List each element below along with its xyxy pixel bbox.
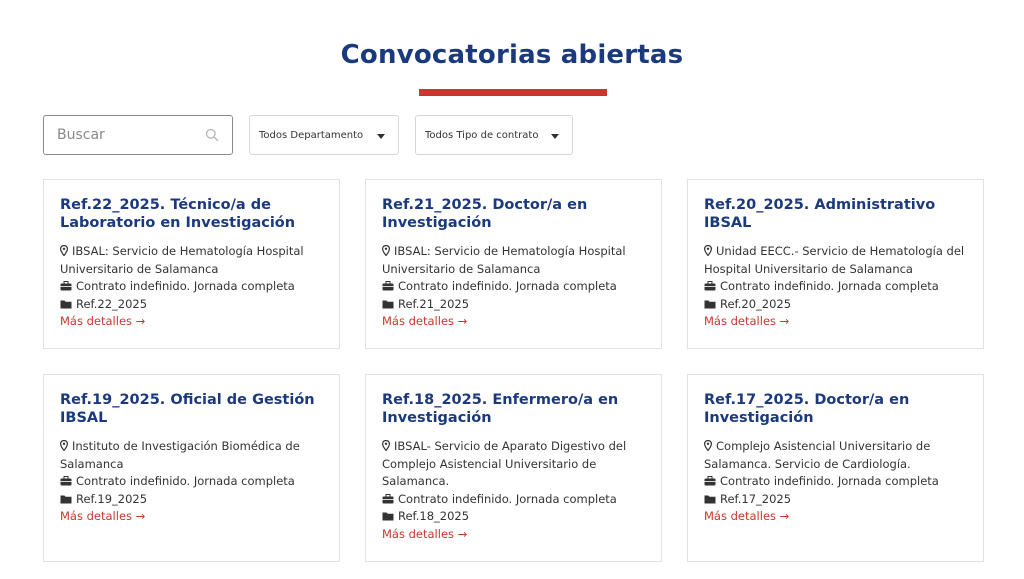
job-reference-text: Ref.19_2025	[76, 491, 148, 506]
page-title: Convocatorias abiertas	[340, 40, 684, 70]
map-marker-icon	[60, 440, 68, 451]
job-reference-text: Ref.20_2025	[720, 296, 792, 311]
search-input[interactable]	[44, 117, 194, 153]
folder-icon	[382, 299, 394, 309]
job-location-text: IBSAL- Servicio de Aparato Digestivo del Complejo Asistencial Universitario de Salamanca.	[382, 439, 627, 488]
job-location-text: Complejo Asistencial Universitario de Salamanca. Servicio de Cardiología.	[704, 439, 931, 471]
job-card	[687, 374, 984, 562]
job-reference-text: Ref.18_2025	[398, 509, 470, 523]
job-location-text: IBSAL: Servicio de Hematología Hospital Universitario de Salamanca	[60, 244, 304, 276]
chevron-down-icon	[377, 134, 385, 139]
job-location	[60, 438, 323, 473]
job-reference-text: Ref.17_2025	[720, 491, 792, 506]
job-contract	[704, 473, 967, 491]
job-card	[43, 374, 340, 562]
briefcase-icon	[60, 476, 72, 486]
job-card	[687, 179, 984, 349]
job-title-link[interactable]: Ref.17_2025. Doctor/a en Investigación	[704, 392, 910, 426]
map-marker-icon	[60, 245, 68, 256]
more-details-link[interactable]: Más detalles →	[382, 314, 468, 328]
map-marker-icon	[382, 440, 390, 451]
job-reference	[704, 491, 967, 509]
job-reference-text: Ref.21_2025	[398, 296, 470, 311]
department-select-value: Todos Departamento	[259, 129, 364, 141]
job-contract-text: Contrato indefinido. Jornada completa	[720, 474, 939, 488]
search-box[interactable]	[43, 115, 233, 155]
job-contract	[60, 278, 323, 296]
job-contract	[704, 278, 967, 296]
briefcase-icon	[382, 281, 394, 291]
folder-icon	[382, 511, 394, 521]
job-title-link[interactable]: Ref.22_2025. Técnico/a de Laboratorio en Investigación	[60, 197, 296, 231]
job-title-link[interactable]: Ref.21_2025. Doctor/a en Investigación	[382, 197, 588, 231]
job-title-link[interactable]: Ref.19_2025. Oficial de Gestión IBSAL	[60, 392, 315, 426]
more-details-link[interactable]: Más detalles →	[382, 526, 468, 541]
briefcase-icon	[382, 494, 394, 504]
job-title-link[interactable]: Ref.20_2025. Administrativo IBSAL	[704, 197, 936, 231]
job-contract-text: Contrato indefinido. Jornada completa	[76, 279, 295, 293]
title-underline	[419, 89, 607, 96]
contract-type-select-value: Todos Tipo de contrato	[425, 129, 539, 141]
job-card	[43, 179, 340, 349]
job-location-text: Instituto de Investigación Biomédica de Salamanca	[60, 439, 300, 471]
job-location	[382, 438, 645, 491]
job-location	[60, 243, 323, 278]
job-contract-text: Contrato indefinido. Jornada completa	[398, 491, 617, 506]
job-location-text: IBSAL: Servicio de Hematología Hospital Universitario de Salamanca	[382, 244, 626, 276]
briefcase-icon	[60, 281, 72, 291]
folder-icon	[60, 494, 72, 504]
more-details-link[interactable]: Más detalles →	[704, 509, 790, 523]
map-marker-icon	[704, 245, 712, 256]
job-card	[365, 179, 662, 349]
job-reference	[382, 296, 645, 314]
job-location-text: Unidad EECC.- Servicio de Hematología del Hospital Universitario de Salamanca	[704, 244, 965, 276]
job-contract-text: Contrato indefinido. Jornada completa	[398, 279, 617, 293]
folder-icon	[60, 299, 72, 309]
job-contract-text: Contrato indefinido. Jornada completa	[720, 279, 939, 293]
chevron-down-icon	[551, 134, 559, 139]
job-card	[365, 374, 662, 562]
map-marker-icon	[382, 245, 390, 256]
job-reference	[704, 296, 967, 314]
job-reference	[382, 508, 645, 526]
job-reference	[60, 491, 323, 509]
job-contract-text: Contrato indefinido. Jornada completa	[76, 474, 295, 488]
job-location	[382, 243, 645, 278]
job-contract	[382, 491, 645, 509]
folder-icon	[704, 299, 716, 309]
job-contract	[60, 473, 323, 491]
more-details-link[interactable]: Más detalles →	[60, 509, 146, 523]
folder-icon	[704, 494, 716, 504]
job-location	[704, 438, 967, 473]
contract-type-select[interactable]	[415, 115, 573, 155]
more-details-link[interactable]: Más detalles →	[60, 314, 146, 328]
briefcase-icon	[704, 476, 716, 486]
job-title-link[interactable]: Ref.18_2025. Enfermero/a en Investigación	[382, 392, 619, 426]
map-marker-icon	[704, 440, 712, 451]
job-location	[704, 243, 967, 278]
job-contract	[382, 278, 645, 296]
department-select[interactable]	[249, 115, 399, 155]
search-icon[interactable]	[205, 128, 219, 142]
more-details-link[interactable]: Más detalles →	[704, 314, 790, 328]
briefcase-icon	[704, 281, 716, 291]
job-reference-text: Ref.22_2025	[76, 296, 148, 311]
job-reference	[60, 296, 323, 314]
